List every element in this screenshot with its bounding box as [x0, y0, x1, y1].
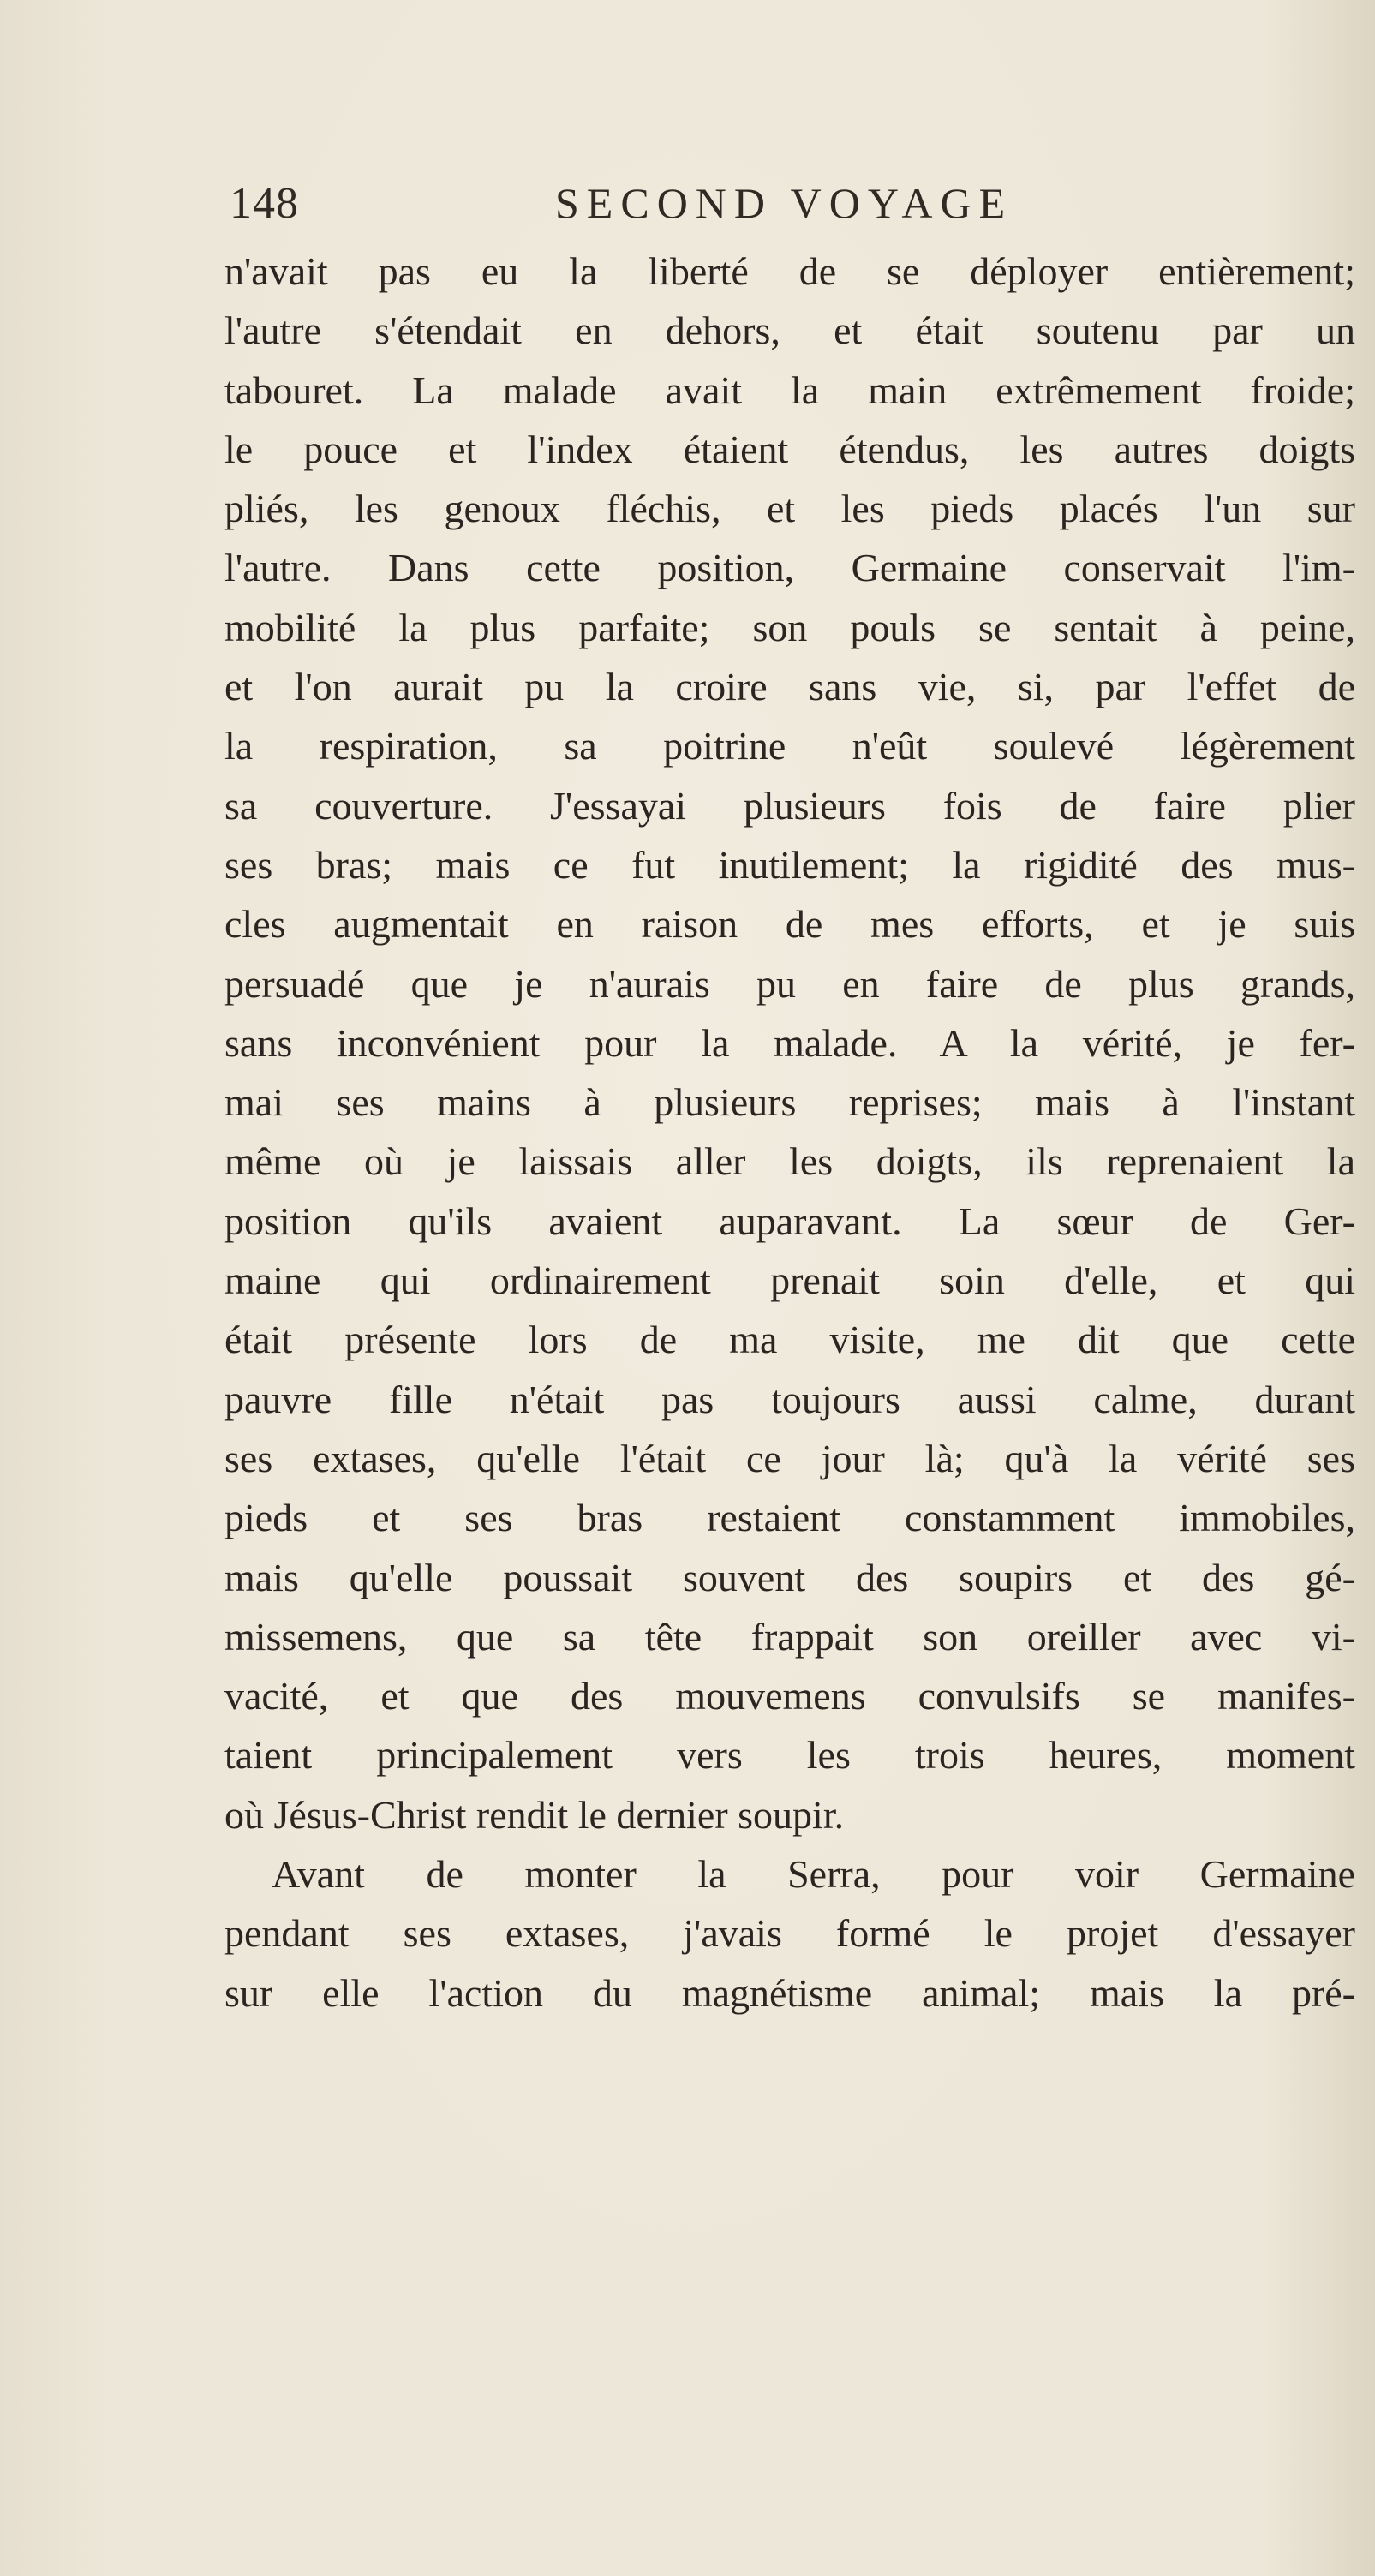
- body-text: [224, 242, 1355, 2023]
- text-line: persuadé que je n'aurais pu en faire de plus grands,: [224, 961, 1355, 1006]
- text-line: tabouret. La malade avait la main extrêmement froide;: [224, 368, 1355, 412]
- text-line: Avant de monter la Serra, pour voir Germaine: [272, 1852, 1355, 1897]
- text-line: le pouce et l'index étaient étendus, les autres doigts: [224, 427, 1355, 471]
- text-line: l'autre. Dans cette position, Germaine conservait l'im-: [224, 546, 1355, 590]
- text-line: pauvre fille n'était pas toujours aussi calme, durant: [224, 1377, 1355, 1421]
- text-line: maine qui ordinairement prenait soin d'elle, et qui: [224, 1258, 1355, 1303]
- text-line: pieds et ses bras restaient constamment immobiles,: [224, 1496, 1355, 1540]
- text-line: et l'on aurait pu la croire sans vie, si, par l'effet de: [224, 665, 1355, 709]
- text-line: ses extases, qu'elle l'était ce jour là; qu'à la vérité ses: [224, 1436, 1355, 1480]
- text-line: était présente lors de ma visite, me dit que cette: [224, 1318, 1355, 1362]
- running-title: SECOND VOYAGE: [555, 179, 1013, 227]
- text-line: sa couverture. J'essayai plusieurs fois de faire plier: [224, 783, 1355, 828]
- text-line: même où je laissais aller les doigts, ils reprenaient la: [224, 1139, 1355, 1184]
- text-line: missemens, que sa tête frappait son oreiller avec vi-: [224, 1614, 1355, 1659]
- text-line: pendant ses extases, j'avais formé le projet d'essayer: [224, 1911, 1355, 1956]
- text-line: n'avait pas eu la liberté de se déployer entièrement;: [224, 249, 1355, 293]
- text-line: vacité, et que des mouvemens convulsifs se manifes-: [224, 1674, 1355, 1718]
- text-line: mobilité la plus parfaite; son pouls se sentait à peine,: [224, 605, 1355, 649]
- text-line: sans inconvénient pour la malade. A la vérité, je fer-: [224, 1020, 1355, 1065]
- text-line: position qu'ils avaient auparavant. La sœur de Ger-: [224, 1198, 1355, 1243]
- text-line: pliés, les genoux fléchis, et les pieds placés l'un sur: [224, 487, 1355, 531]
- text-line: mais qu'elle poussait souvent des soupirs et des gé-: [224, 1555, 1355, 1599]
- text-line: mai ses mains à plusieurs reprises; mais à l'instant: [224, 1080, 1355, 1125]
- text-line: cles augmentait en raison de mes efforts, et je suis: [224, 902, 1355, 947]
- text-line: ses bras; mais ce fut inutilement; la rigidité des mus-: [224, 842, 1355, 887]
- text-line: l'autre s'étendait en dehors, et était soutenu par un: [224, 308, 1355, 353]
- page-number: 148: [230, 179, 299, 228]
- text-line: sur elle l'action du magnétisme animal; mais la pré-: [224, 1970, 1355, 2015]
- text-line: taient principalement vers les trois heures, moment: [224, 1733, 1355, 1778]
- text-line: où Jésus-Christ rendit le dernier soupir.: [224, 1792, 845, 1837]
- text-line: la respiration, sa poitrine n'eût soulevé légèrement: [224, 724, 1355, 768]
- running-head: [230, 178, 1335, 238]
